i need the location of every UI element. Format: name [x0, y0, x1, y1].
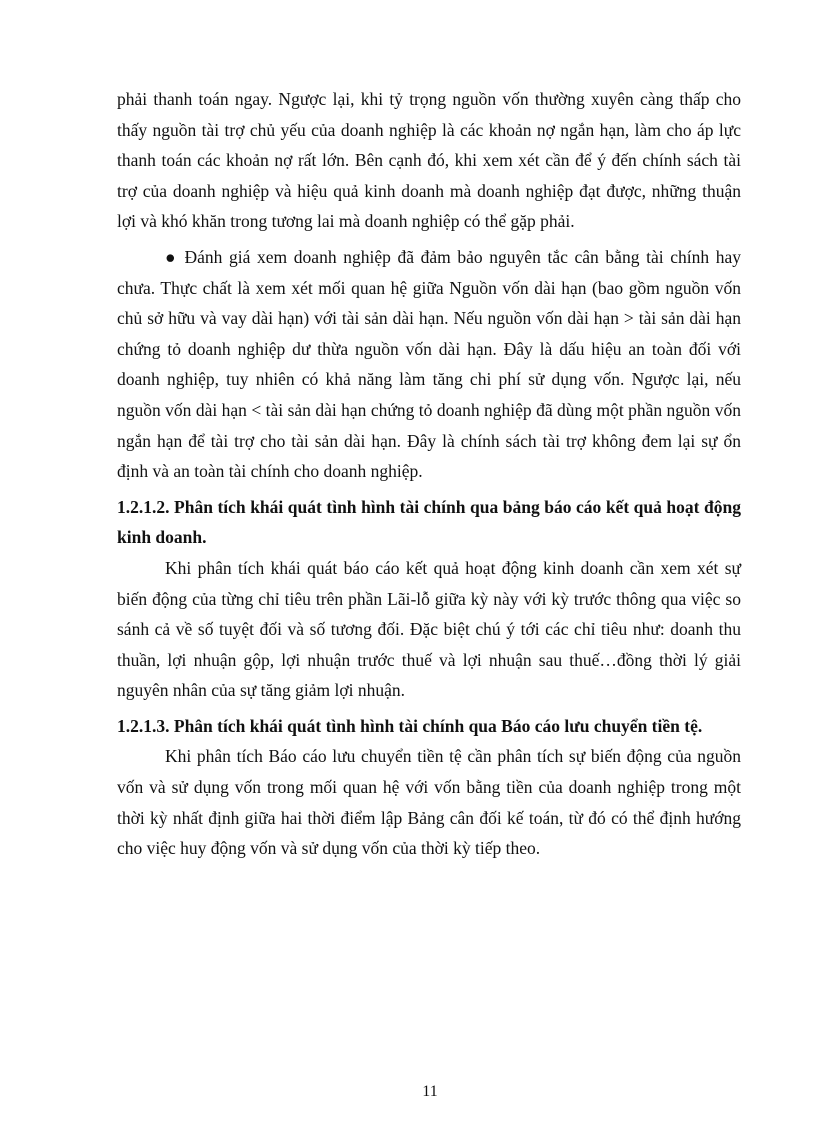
section-heading-1-2-1-3: 1.2.1.3. Phân tích khái quát tình hình tài chính qua Báo cáo lưu chuyển tiền tệ. — [117, 715, 703, 736]
paragraph-income-statement: Khi phân tích khái quát báo cáo kết quả hoạt động kinh doanh cần xem xét sự biến động của từng chỉ tiêu trên phần Lãi-lỗ giữa kỳ này với kỳ trước thông qua việc so sánh cả về số tuyệt đối và số tương đối. Đặc biệt chú ý tới các chỉ tiêu như: doanh thu thuần, lợi nhuận gộp, lợi nhuận trước thuế và lợi nhuận sau thuế…đồng thời lý giải nguyên nhân của sự tăng giảm lợi nhuận. — [117, 557, 741, 701]
section-heading-1-2-1-2: 1.2.1.2. Phân tích khái quát tình hình tài chính qua bảng báo cáo kết quả hoạt động kinh doanh. — [117, 496, 741, 548]
paragraph-bullet-balance: ● Đánh giá xem doanh nghiệp đã đảm bảo nguyên tắc cân bằng tài chính hay chưa. Thực chất là xem xét mối quan hệ giữa Nguồn vốn dài hạn (bao gồm nguồn vốn chủ sở hữu và vay dài hạn) với tài sản dài hạn. Nếu nguồn vốn dài hạn > tài sản dài hạn chứng tỏ doanh nghiệp dư thừa nguồn vốn dài hạn. Đây là dấu hiệu an toàn đối với doanh nghiệp, tuy nhiên có khả năng làm tăng chi phí sử dụng vốn. Ngược lại, nếu nguồn vốn dài hạn < tài sản dài hạn chứng tỏ doanh nghiệp đã dùng một phần nguồn vốn ngắn hạn để tài trợ cho tài sản dài hạn. Đây là chính sách tài trợ không đem lại sự ổn định và an toàn tài chính cho doanh nghiệp. — [117, 246, 741, 482]
paragraph-continuation: phải thanh toán ngay. Ngược lại, khi tỷ trọng nguồn vốn thường xuyên càng thấp cho thấy nguồn tài trợ chủ yếu của doanh nghiệp là các khoản nợ ngắn hạn, làm cho áp lực thanh toán các khoản nợ rất lớn. Bên cạnh đó, khi xem xét cần để ý đến chính sách tài trợ của doanh nghiệp và hiệu quả kinh doanh mà doanh nghiệp đạt được, những thuận lợi và khó khăn trong tương lai mà doanh nghiệp có thể gặp phải. — [117, 89, 741, 232]
paragraph-cash-flow: Khi phân tích Báo cáo lưu chuyển tiền tệ cần phân tích sự biến động của nguồn vốn và sử dụng vốn trong mối quan hệ với vốn bằng tiền của doanh nghiệp trong một thời kỳ nhất định giữa hai thời điểm lập Bảng cân đối kế toán, từ đó có thể định hướng cho việc huy động vốn và sử dụng vốn của thời kỳ tiếp theo. — [117, 746, 741, 859]
document-page — [117, 84, 741, 864]
page-number-container — [0, 1082, 816, 1102]
page-number: 11 — [422, 1083, 438, 1100]
